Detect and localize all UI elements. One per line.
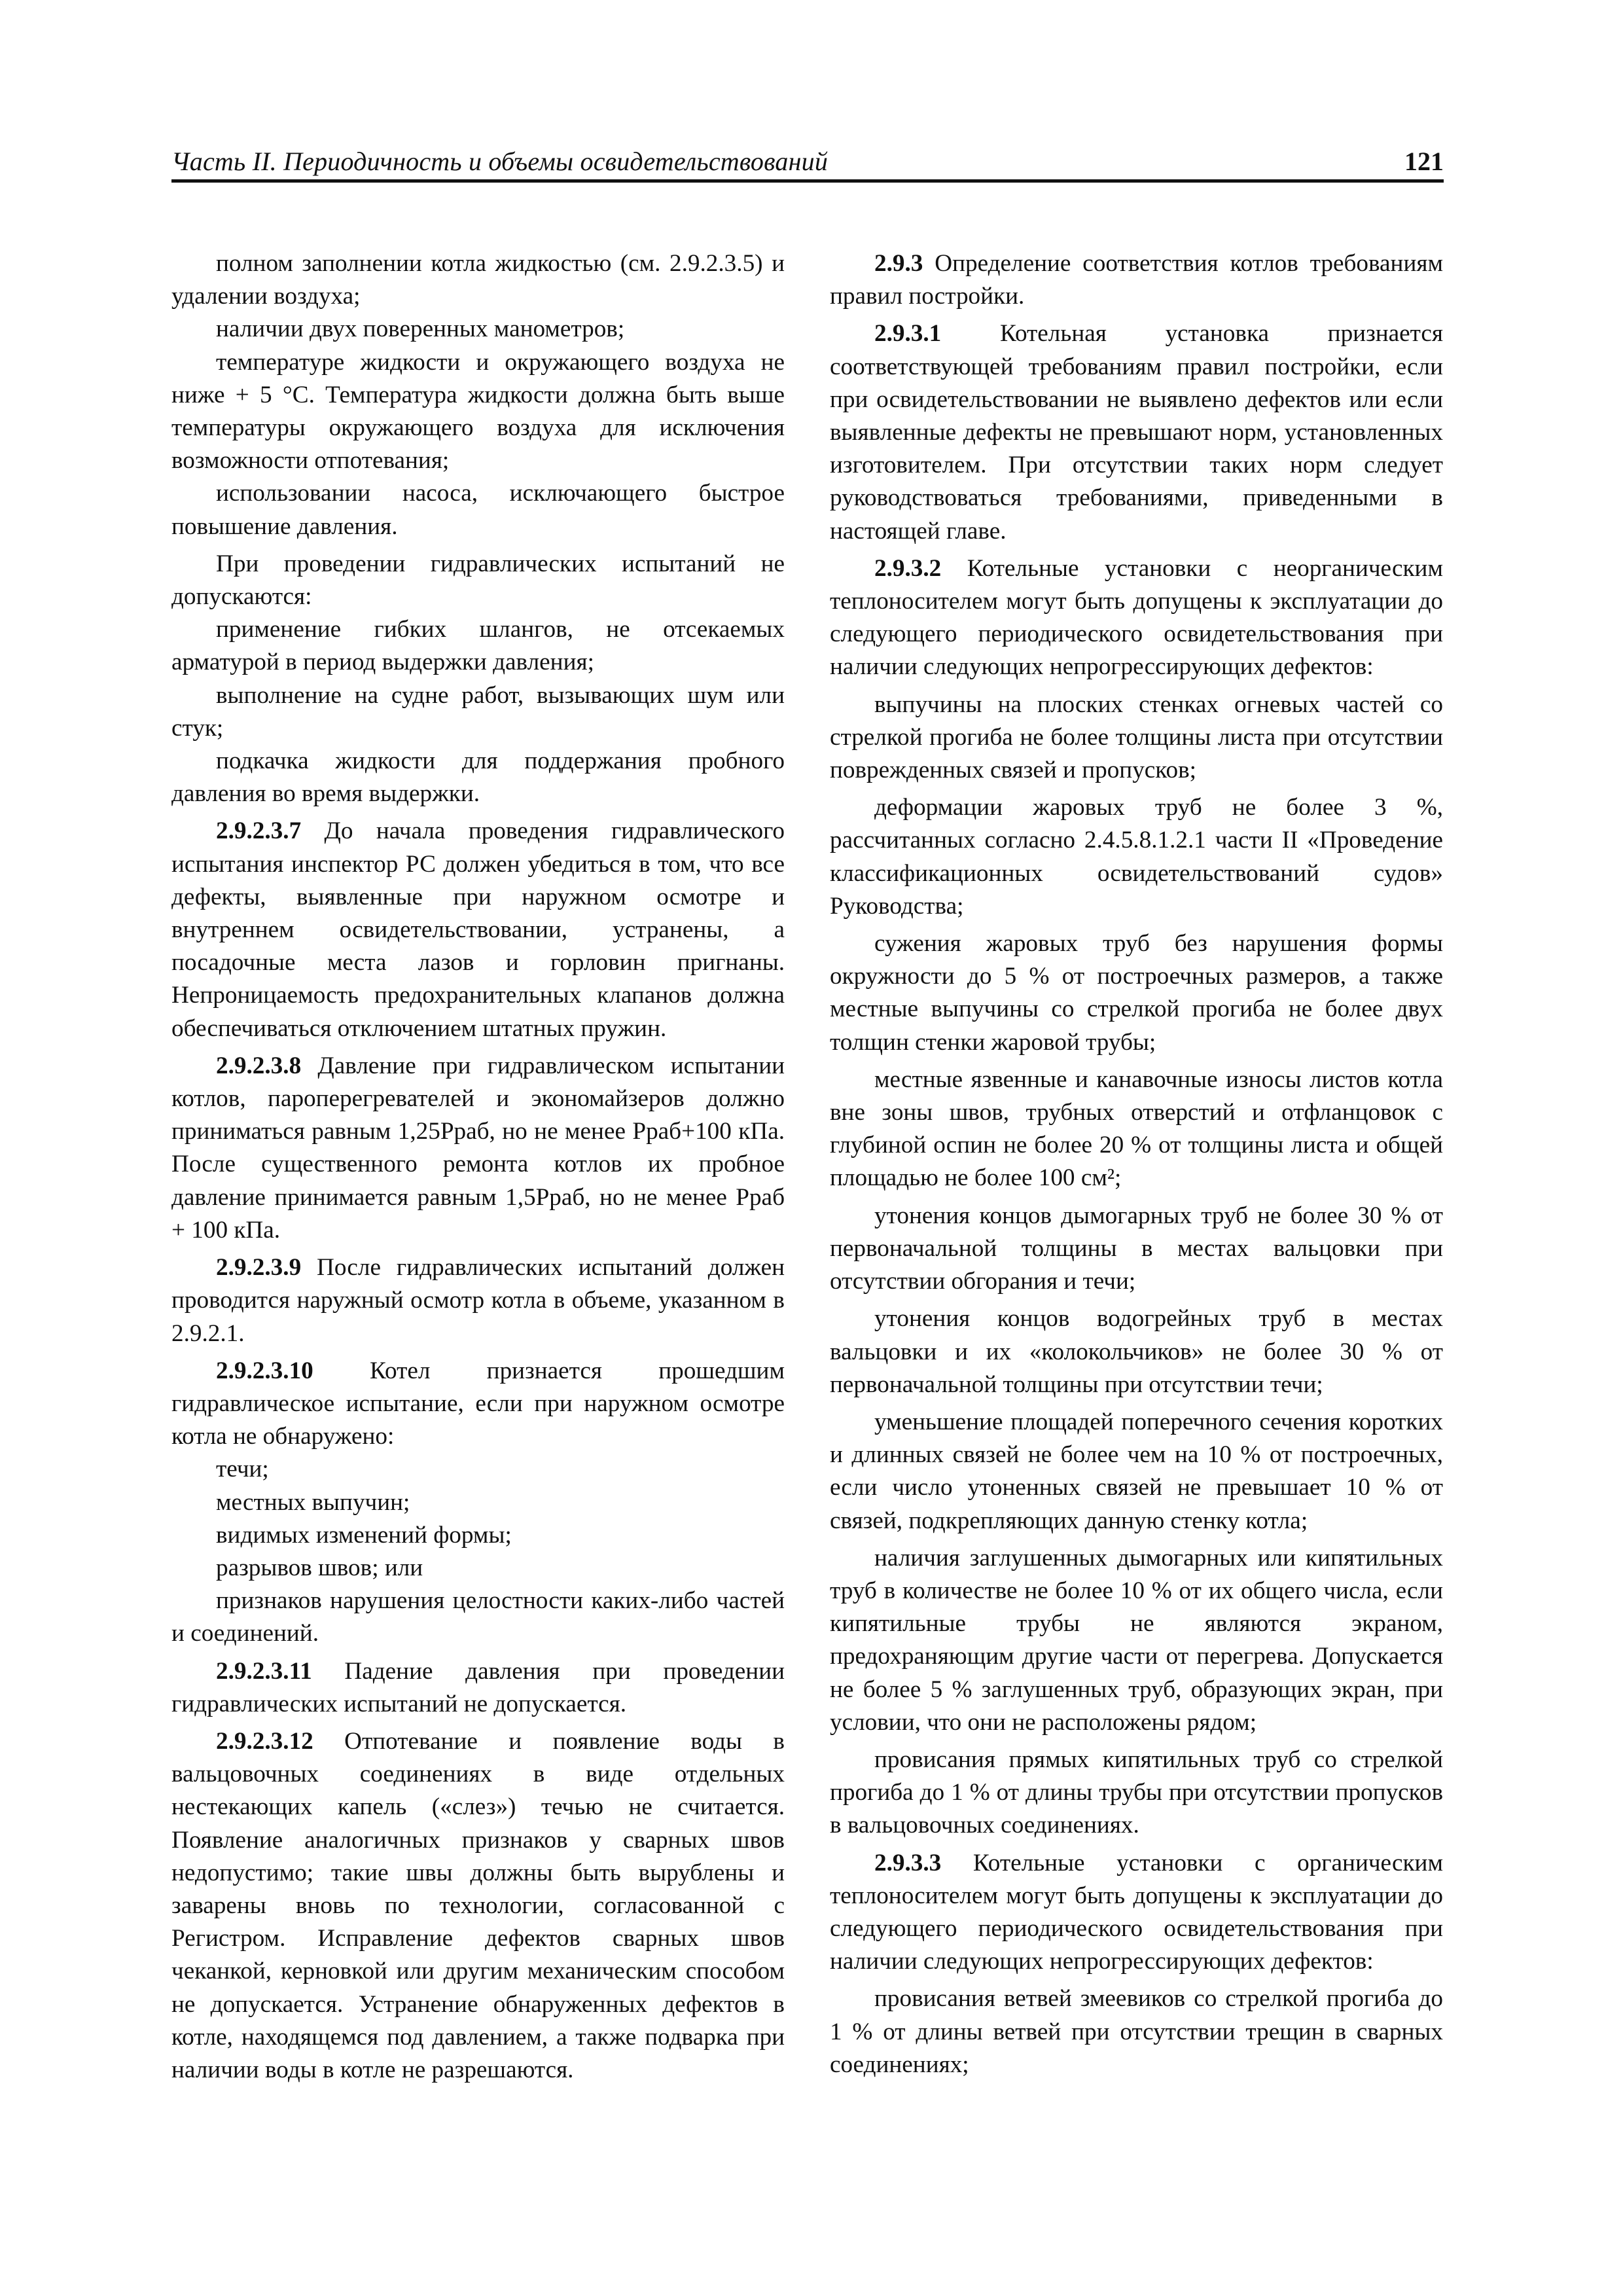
right-column — [830, 247, 1443, 2081]
paragraph: полном заполнении котла жидкостью (см. 2.9.2.3.5) и удалении воздуха; — [171, 250, 785, 310]
paragraph: подкачка жидкости для поддержания пробного давления во время выдержки. — [171, 747, 785, 808]
clause-number: 2.9.3.2 — [874, 554, 942, 582]
paragraph-2-9-2-3-10: 2.9.2.3.10 Котел признается прошедшим гидравлическое испытание, если при наружном осмотре котла не обнаружено: — [171, 1357, 785, 1450]
list-item: видимых изменений формы; — [216, 1521, 512, 1549]
paragraph-2-9-2-3-11: 2.9.2.3.11 Падение давления при проведении гидравлических испытаний не допускается. — [171, 1657, 785, 1717]
list-item: течи; — [216, 1456, 269, 1483]
paragraph-2-9-2-3-9: 2.9.2.3.9 После гидравлических испытаний должен проводится наружный осмотр котла в объеме, указанном в 2.9.2.1. — [171, 1254, 785, 1347]
paragraph-2-9-2-3-7: 2.9.2.3.7 До начала проведения гидравлического испытания инспектор РС должен убедиться в том, что все дефекты, выявленные при наружном осмотре и внутреннем освидетельствовании, устранены, а посадочные места лазов и горловин пригнаны. Непроницаемость предохранительных клапанов должна обеспечиваться отключением штатных пружин. — [171, 817, 785, 1042]
paragraph: наличии двух поверенных манометров; — [216, 315, 625, 343]
section-heading-2-9-3: 2.9.3 Определение соответствия котлов требованиям правил постройки. — [830, 250, 1443, 310]
list-item: местные язвенные и канавочные износы листов котла вне зоны швов, трубных отверстий и отфланцовок с глубиной оспин не более 20 % от толщины листа и общей площадью не более 100 см²; — [830, 1066, 1443, 1192]
list-item: утонения концов водогрейных труб в местах вальцовки и их «колокольчиков» не более 30 % от первоначальной толщины при отсутствии течи; — [830, 1305, 1443, 1398]
paragraph-2-9-3-2: 2.9.3.2 Котельные установки с неорганическим теплоносителем могут быть допущены к эксплуатации до следующего периодического освидетельствования при наличии следующих непрогрессирующих дефектов: — [830, 554, 1443, 681]
list-item: признаков нарушения целостности каких-либо частей и соединений. — [171, 1587, 785, 1647]
page-number: 121 — [1404, 147, 1444, 176]
list-item: деформации жаровых труб не более 3 %, рассчитанных согласно 2.4.5.8.1.2.1 части II «Проведение классификационных освидетельствований судов» Руководства; — [830, 794, 1443, 920]
list-item: сужения жаровых труб без нарушения формы окружности до 5 % от построечных размеров, а также местные выпучины со стрелкой прогиба не более двух толщин стенки жаровой трубы; — [830, 930, 1443, 1056]
clause-number: 2.9.2.3.9 — [216, 1254, 302, 1282]
paragraph-2-9-3-1: 2.9.3.1 Котельная установка признается соответствующей требованиям правил постройки, если при освидетельствовании не выявлено дефектов или если выявленные дефекты не превышают норм, установленных изготовителем. При отсутствии таких норм следует руководствоваться требованиями, приведенными в настоящей главе. — [830, 320, 1443, 545]
list-item: уменьшение площадей поперечного сечения коротких и длинных связей не более чем на 10 % от построечных, если число утоненных связей не превышает 10 % от связей, подкрепляющих данную стенку котла; — [830, 1408, 1443, 1534]
clause-number: 2.9.2.3.8 — [216, 1052, 302, 1079]
list-item: разрывов швов; или — [216, 1554, 423, 1581]
paragraph: температуре жидкости и окружающего воздуха не ниже + 5 °С. Температура жидкости должна быть выше температуры окружающего воздуха для исключения возможности отпотевания; — [171, 348, 785, 475]
clause-number: 2.9.2.3.7 — [216, 817, 302, 845]
clause-number: 2.9.3.1 — [874, 320, 942, 348]
paragraph-2-9-3-3: 2.9.3.3 Котельные установки с органическим теплоносителем могут быть допущены к эксплуатации до следующего периодического освидетельствования при наличии следующих непрогрессирующих дефектов: — [830, 1849, 1443, 1975]
list-item: утонения концов дымогарных труб не более 30 % от первоначальной толщины в местах вальцовки при отсутствии обгорания и течи; — [830, 1202, 1443, 1295]
paragraph-2-9-2-3-8: 2.9.2.3.8 Давление при гидравлическом испытании котлов, пароперегревателей и экономайзеров должно приниматься равным 1,25Pраб, но не менее Pраб+100 кПа. После существенного ремонта котлов их пробное давление принимается равным 1,5Pраб, но не менее Pраб + 100 кПа. — [171, 1052, 785, 1244]
list-item: местных выпучин; — [216, 1488, 410, 1516]
running-header — [171, 139, 1444, 183]
clause-number: 2.9.3 — [874, 250, 923, 277]
paragraph: При проведении гидравлических испытаний не допускаются: — [171, 550, 785, 611]
left-column — [171, 247, 785, 2087]
running-title: Часть II. Периодичность и объемы освидетельствований — [171, 147, 829, 176]
list-item: наличия заглушенных дымогарных или кипятильных труб в количестве не более 10 % от их общего числа, если кипятильные трубы не являются экраном, предохраняющим другие части от перегрева. Допускается не более 5 % заглушенных труб, образующих экран, при условии, что они не расположены рядом; — [830, 1544, 1443, 1736]
paragraph: применение гибких шлангов, не отсекаемых арматурой в период выдержки давления; — [171, 616, 785, 676]
clause-number: 2.9.2.3.12 — [216, 1727, 313, 1755]
list-item: провисания ветвей змеевиков со стрелкой прогиба до 1 % от длины ветвей при отсутствии трещин в сварных соединениях; — [830, 1985, 1443, 2078]
list-item: провисания прямых кипятильных труб со стрелкой прогиба до 1 % от длины трубы при отсутствии пропусков в вальцовочных соединениях. — [830, 1746, 1443, 1839]
clause-number: 2.9.2.3.11 — [216, 1657, 312, 1685]
paragraph-2-9-2-3-12: 2.9.2.3.12 Отпотевание и появление воды в вальцовочных соединениях в виде отдельных нестекающих капель («слез») течью не считается. Появление аналогичных признаков у сварных швов недопустимо; такие швы должны быть вырублены и заварены вновь по технологии, согласованной с Регистром. Исправление дефектов сварных швов чеканкой, керновкой или другим механическим способом не допускается. Устранение обнаруженных дефектов в котле, находящемся под давлением, а также подварка при наличии воды в котле не разрешаются. — [171, 1727, 785, 2083]
paragraph: использовании насоса, исключающего быстрое повышение давления. — [171, 480, 785, 540]
paragraph: выполнение на судне работ, вызывающих шум или стук; — [171, 681, 785, 742]
list-item: выпучины на плоских стенках огневых частей со стрелкой прогиба не более толщины листа при отсутствии поврежденных связей и пропусков; — [830, 691, 1443, 784]
clause-number: 2.9.3.3 — [874, 1849, 942, 1876]
clause-number: 2.9.2.3.10 — [216, 1357, 313, 1384]
